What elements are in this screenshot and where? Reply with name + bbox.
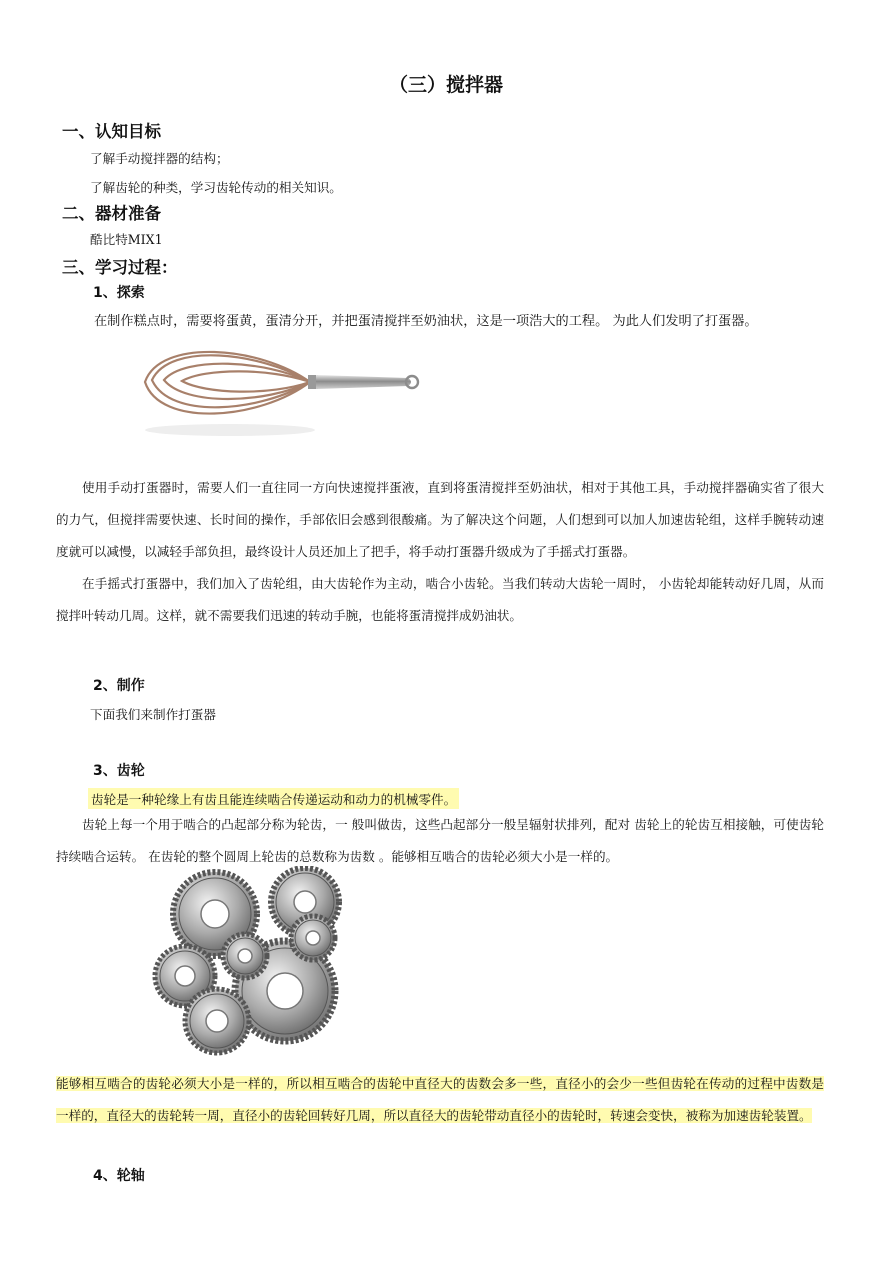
section-heading-materials: 二、器材准备 (62, 204, 161, 223)
subheading-make: 2、制作 (93, 678, 145, 694)
section-heading-process: 三、学习过程： (62, 258, 178, 277)
explore-paragraph-1: 使用手动打蛋器时，需要人们一直往同一方向快速搅拌蛋液，直到将蛋清搅拌至奶油状，相对于其他工具，手动搅拌器确实省了很大的力气，但搅拌需要快速、长时间的操作，手部依旧会感到很酸痛。为了解决这个问题，人们想到可以加人加速齿轮组，这样手腕转动速度就可以减慢，以减轻手部负担，最终设计人员还加上了把手，将手动打蛋器升级成为了手摇式打蛋器。 (56, 480, 824, 559)
goal-line-1: 了解手动搅拌器的结构； (90, 151, 229, 166)
gear-paragraph-2 (56, 1068, 824, 1132)
gear-definition-highlight: 齿轮是一种轮缘上有齿且能连续啮合传递运动和动力的机械零件。 (88, 788, 459, 809)
section-heading-goals: 一、认知目标 (62, 122, 161, 141)
gears-image (145, 866, 370, 1061)
page-title: （三）搅拌器 (388, 74, 503, 96)
subheading-wheel-axle: 4、轮轴 (93, 1168, 145, 1184)
gear-paragraph-2-highlight: 能够相互啮合的齿轮必须大小是一样的，所以相互啮合的齿轮中直径大的齿数会多一些，直径小的会少一些但齿轮在传动的过程中齿数是一样的，直径大的齿轮转一周，直径小的齿轮回转好几周，所以直径大的齿轮带动直径小的齿轮时，转速会变快，被称为加速齿轮装置。 (56, 1076, 824, 1123)
explore-paragraph-2: 在手摇式打蛋器中，我们加入了齿轮组，由大齿轮作为主动，啮合小齿轮。当我们转动大齿轮一周时， 小齿轮却能转动好几周，从而搅拌叶转动几周。这样，就不需要我们迅速的转动手腕，也能将蛋清搅拌成奶油状。 (56, 576, 824, 623)
goal-line-2: 了解齿轮的种类，学习齿轮传动的相关知识。 (90, 180, 342, 195)
make-line: 下面我们来制作打蛋器 (90, 707, 216, 722)
materials-line: 酷比特MIX1 (90, 232, 163, 247)
whisk-image (140, 342, 430, 442)
subheading-gear: 3、齿轮 (93, 763, 145, 779)
subheading-explore: 1、探索 (93, 285, 145, 301)
gear-paragraph-1: 齿轮上每一个用于啮合的凸起部分称为轮齿，一 般叫做齿，这些凸起部分一般呈辐射状排列，配对 齿轮上的轮齿互相接触，可使齿轮持续啮合运转。 在齿轮的整个圆周上轮齿的总数称为齿数 。能够相互啮合的齿轮必须大小是一样的。 (56, 817, 824, 864)
explore-intro: 在制作糕点时，需要将蛋黄，蛋清分开，并把蛋清搅拌至奶油状，这是一项浩大的工程。 为此人们发明了打蛋器。 (94, 314, 758, 329)
